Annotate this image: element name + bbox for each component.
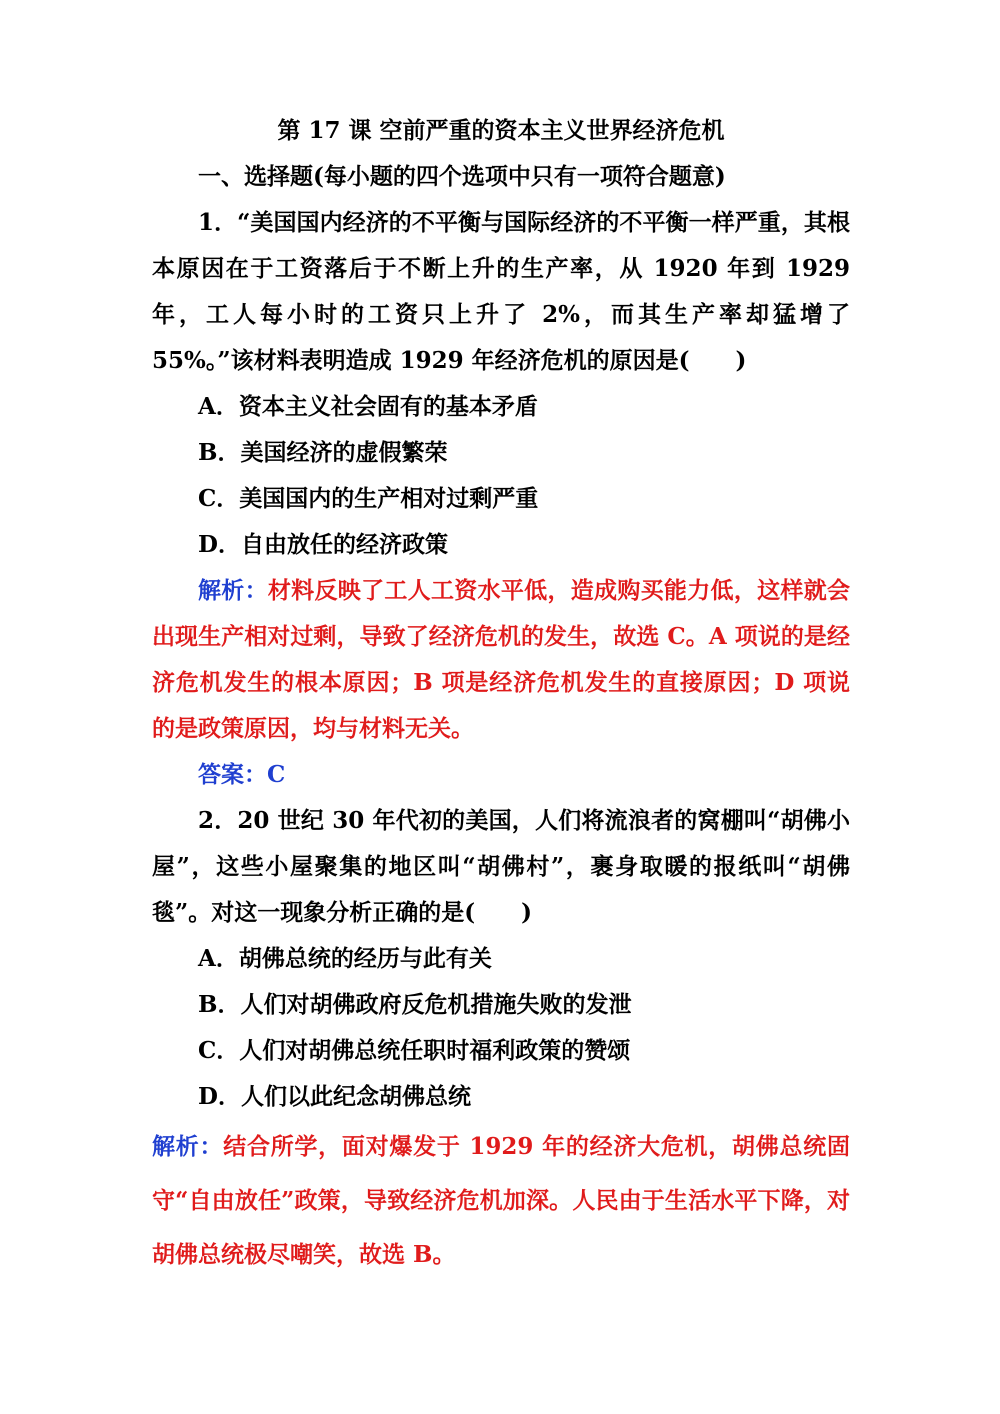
question-1-analysis-label: 解析： [198, 577, 268, 604]
question-1-option-b: B．美国经济的虚假繁荣 [198, 439, 448, 466]
question-2-analysis [152, 1120, 850, 1282]
question-1-answer [152, 752, 850, 798]
question-1-stem-text: 1．“美国国内经济的不平衡与国际经济的不平衡一样严重，其根本原因在于工资落后于不断上升的生产率，从 1920 年到 1929 年，工人每小时的工资只上升了 2%，而其生产率却猛增了 55%。”该材料表明造成 1929 年经济危机的原因是( [152, 209, 850, 374]
question-1-answer-value: C [267, 761, 286, 788]
document-page [152, 108, 850, 1282]
question-2-option-a: A．胡佛总统的经历与此有关 [198, 945, 492, 972]
question-1-stem-close: ) [735, 347, 747, 374]
question-2-analysis-text: 结合所学，面对爆发于 1929 年的经济大危机，胡佛总统固守“自由放任”政策，导致经济危机加深。人民由于生活水平下降，对胡佛总统极尽嘲笑，故选 B。 [152, 1133, 850, 1268]
question-2-option-b: B．人们对胡佛政府反危机措施失败的发泄 [198, 991, 632, 1018]
question-2-stem-text: 2．20 世纪 30 年代初的美国，人们将流浪者的窝棚叫“胡佛小屋”，这些小屋聚集的地区叫“胡佛村”，裹身取暖的报纸叫“胡佛毯”。对这一现象分析正确的是( [152, 807, 850, 926]
question-1-analysis-text: 材料反映了工人工资水平低，造成购买能力低，这样就会出现生产相对过剩，导致了经济危机的发生，故选 C。A 项说的是经济危机发生的根本原因；B 项是经济危机发生的直接原因；D 项说的是政策原因，均与材料无关。 [152, 577, 851, 742]
question-1-option-d: D．自由放任的经济政策 [198, 531, 448, 558]
question-2-option-c: C．人们对胡佛总统任职时福利政策的赞颂 [198, 1037, 631, 1064]
question-1-analysis [152, 568, 850, 752]
question-1-option-c: C．美国国内的生产相对过剩严重 [198, 485, 539, 512]
section-heading: 一、选择题(每小题的四个选项中只有一项符合题意) [198, 163, 726, 190]
question-1-answer-label: 答案： [198, 761, 267, 788]
question-1-option-a: A．资本主义社会固有的基本矛盾 [198, 393, 538, 420]
question-2-stem-close: ) [521, 899, 533, 926]
question-2-analysis-label: 解析： [152, 1133, 224, 1160]
question-1-stem [152, 200, 850, 384]
question-2-option-d: D．人们以此纪念胡佛总统 [198, 1083, 471, 1110]
lesson-title: 第 17 课 空前严重的资本主义世界经济危机 [277, 117, 725, 144]
question-2-stem [152, 798, 850, 936]
